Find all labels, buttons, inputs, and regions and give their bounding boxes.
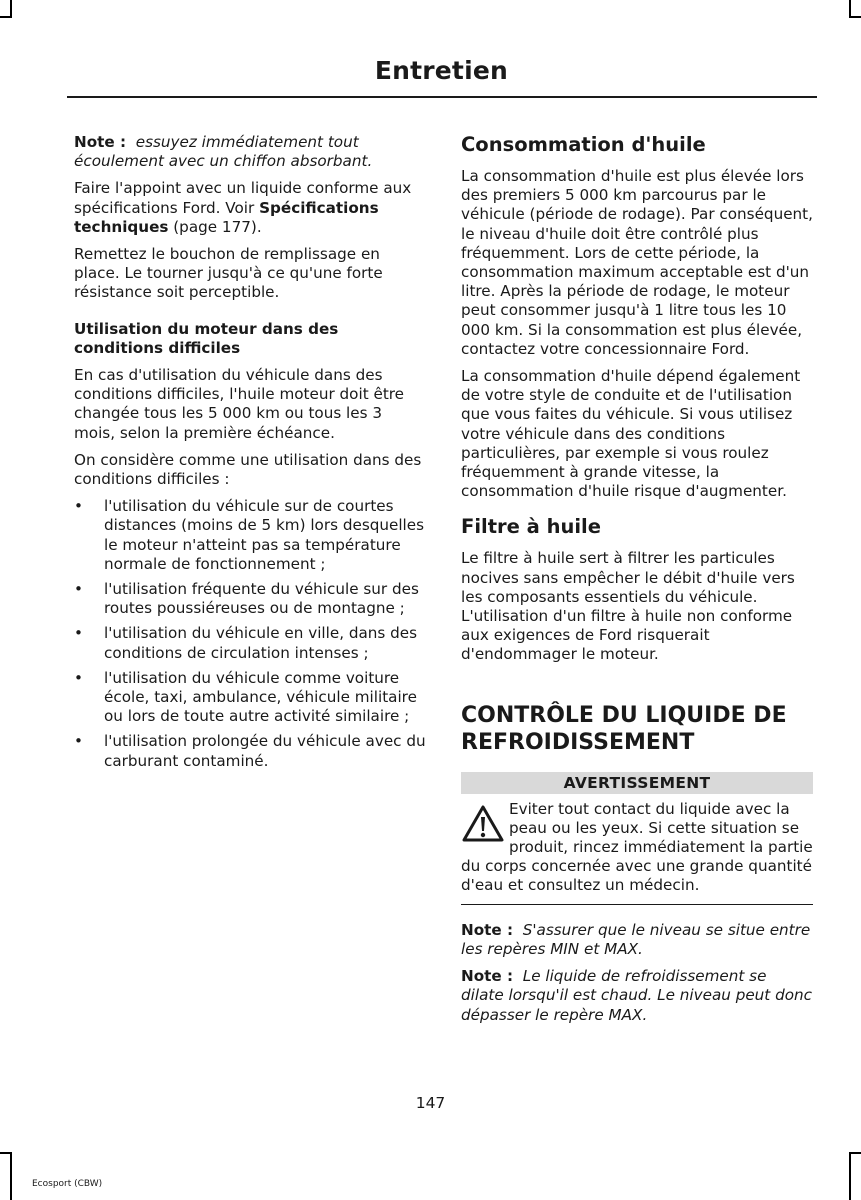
list-item (74, 624, 426, 662)
paragraph-vidange: En cas d'utilisation du véhicule dans des conditions difficiles, l'huile moteur doit être changée tous les 5 000 km ou tous les 3 mois, selon la première échéance. (74, 366, 405, 442)
note-text: essuyez immédiatement tout écoulement avec un chiffon absorbant. (74, 133, 373, 171)
bullet-icon: • (74, 497, 83, 516)
list-item (74, 580, 426, 618)
list-item-text: l'utilisation prolongée du véhicule avec du carburant contaminé. (104, 732, 426, 770)
note-niveau (461, 921, 813, 959)
note-essuyez (74, 133, 426, 171)
page-number: 147 (415, 1094, 446, 1112)
crop-mark-bottom-right-v (849, 1152, 851, 1200)
section-title-refroidissement: CONTRÔLE DU LIQUIDE DE REFROIDISSEMENT (461, 702, 787, 755)
header-rule (67, 96, 817, 98)
note-text: Le liquide de refroidissement se dilate lorsqu'il est chaud. Le niveau peut donc dépasser le repère MAX. (461, 967, 813, 1024)
heading-consommation-huile: Consommation d'huile (461, 133, 706, 156)
left-column (74, 133, 426, 777)
list-item (74, 732, 426, 770)
note-label: Note : (461, 920, 514, 939)
crop-mark-top-right-h (849, 16, 861, 18)
list-item-text: l'utilisation du véhicule en ville, dans des conditions de circulation intenses ; (104, 624, 418, 662)
paragraph-filtre: Le filtre à huile sert à filtrer les particules nocives sans empêcher le débit d'huile vers les composants essentiels du véhicule. L'utilisation d'un filtre à huile non conforme aux exigences de Ford risquerait d'endommager le moteur. (461, 549, 795, 664)
bullet-list (74, 497, 426, 771)
warning-text: Eviter tout contact du liquide avec la peau ou les yeux. Si cette situation se produit, rincez immédiatement la partie du corps concernée avec une grande quantité d'eau et consultez un médecin. (461, 799, 813, 895)
paragraph-considere: On considère comme une utilisation dans des conditions difficiles : (74, 450, 422, 489)
crop-mark-bottom-left-v (10, 1152, 12, 1200)
footer-model: Ecosport (CBW) (32, 1179, 103, 1189)
list-item-text: l'utilisation du véhicule comme voiture école, taxi, ambulance, véhicule militaire ou lors de toute autre activité similaire ; (104, 668, 417, 726)
page-title: Entretien (374, 56, 508, 85)
bullet-icon: • (74, 668, 83, 687)
note-label: Note : (461, 967, 514, 986)
paragraph-appoint (74, 179, 426, 237)
paragraph-bouchon: Remettez le bouchon de remplissage en place. Le tourner jusqu'à ce qu'une forte résistance soit perceptible. (74, 245, 383, 302)
warning-header: AVERTISSEMENT (461, 772, 813, 794)
bullet-icon: • (74, 624, 83, 643)
paragraph-consommation-2: La consommation d'huile dépend également de votre style de conduite et de l'utilisation que vous faites du véhicule. Si vous utilisez votre véhicule dans des conditions particulières, par exemple si vous roulez fréquemment à grande vitesse, la consommation d'huile risque d'augmenter. (461, 367, 801, 501)
crop-mark-bottom-right-h (849, 1152, 861, 1154)
bullet-icon: • (74, 580, 83, 599)
specifications-link[interactable]: Spécifications techniques (74, 198, 379, 236)
warning-triangle-icon (461, 804, 505, 844)
paragraph-consommation-1: La consommation d'huile est plus élevée lors des premiers 5 000 km parcourus par le véhicule (période de rodage). Par conséquent, le niveau d'huile doit être contrôlé plus fréquemment. Lors de cette période, la consommation maximum acceptable est d'un litre. Après la période de rodage, le moteur peut consommer jusqu'à 1 litre tous les 10 000 km. Si la consommation est plus élevée, contactez votre concessionnaire Ford. (461, 167, 813, 358)
page-reference: (page 177). (173, 217, 262, 236)
list-item-text: l'utilisation fréquente du véhicule sur des routes poussiéreuses ou de montagne ; (104, 580, 419, 618)
note-text: S'assurer que le niveau se situe entre les repères MIN et MAX. (461, 920, 811, 958)
note-label: Note : (74, 133, 127, 151)
list-item (74, 669, 426, 727)
list-item-text: l'utilisation du véhicule sur de courtes distances (moins de 5 km) lors desquelles le moteur n'atteint pas sa température normale de fonctionnement ; (104, 497, 425, 573)
paragraph-text: Faire l'appoint avec un liquide conforme aux spécifications Ford. Voir (74, 179, 412, 217)
heading-filtre-huile: Filtre à huile (461, 515, 601, 539)
crop-mark-top-left-h (0, 16, 12, 18)
crop-mark-bottom-left-h (0, 1152, 12, 1154)
bullet-icon: • (74, 732, 83, 751)
list-item (74, 497, 426, 574)
heading-conditions-difficiles: Utilisation du moteur dans des conditions difficiles (74, 319, 339, 357)
right-column (461, 133, 813, 1033)
warning-box (461, 800, 813, 905)
note-dilatation (461, 967, 813, 1025)
